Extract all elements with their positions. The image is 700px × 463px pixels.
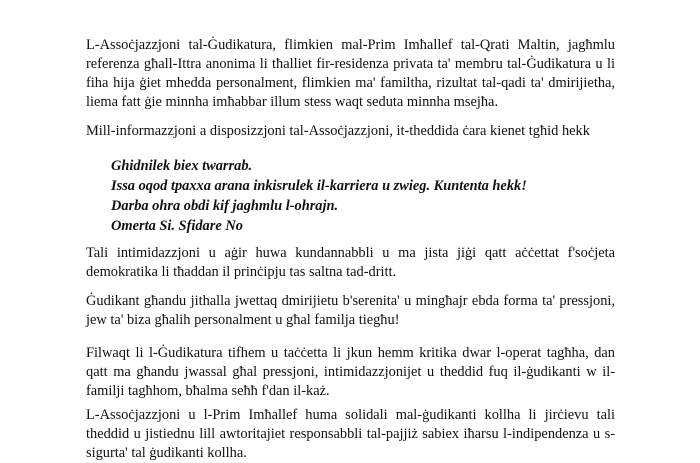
paragraph-intro: L-Assoċjazzjoni tal-Ġudikatura, flimkien mal-Prim Imħallef tal-Qrati Maltin, jagħmlu referenza għall-Ittra anonima li tħalliet fir-residenza privata ta' membru tal-Ġudikatura u li fiha hija ġiet mhedda personalment, flimkien ma' familtha, rizultat tal-qadi ta' dmirijietha, liema fatt ġie minnha imħabbar illum stess waqt seduta minnha msejħa. [86,37,615,110]
paragraph-information: Mill-informazzjoni a disposizzjoni tal-Assoċjazzjoni, it-theddida ċara kienet tgħid hekk [86,123,590,139]
paragraph-solidarity: L-Assoċjazzjoni u l-Prim Imħallef huma solidali mal-ġudikanti kollha li jirċievu tali theddid u jistiednu lill awtoritajiet responsabbli tal-pajjiż sabiex iħarsu l-indipendenza u s-sigurta' tal ġudikanti kollha. [86,407,615,461]
quote-line: Omerta Si. Sfidare No [111,218,243,234]
quote-line: Issa oqod tpaxxa arana inkisrulek il-karriera u zwieg. Kuntenta hekk! [111,178,527,194]
quote-line: Ghidnilek biex twarrab. [111,158,253,174]
paragraph-condemnation: Tali intimidazzjoni u aġir huwa kundannabbli u ma jista jiġi qatt aċċettat f'soċjeta demokratika li tħaddan il prinċipju tas saltna tad-dritt. [86,245,615,280]
threat-quote [111,156,591,236]
paragraph-criticism: Filwaqt li l-Ġudikatura tifhem u taċċetta li jkun hemm kritika dwar l-operat tagħha, dan qatt ma għandu jwassal għal pressjoni, intimidazzjonijet u theddid fuq il-ġudikanti w il-familji tagħhom, bħalma seħħ f'dan il-każ. [86,345,615,399]
paragraph-serenity: Ġudikant għandu jithalla jwettaq dmirijietu b'serenita' u mingħajr ebda forma ta' pressjoni, jew ta' biza għalih personalment u għal familja tiegħu! [86,293,615,328]
quote-line: Darba ohra obdi kif jaghmlu l-ohrajn. [111,198,339,214]
